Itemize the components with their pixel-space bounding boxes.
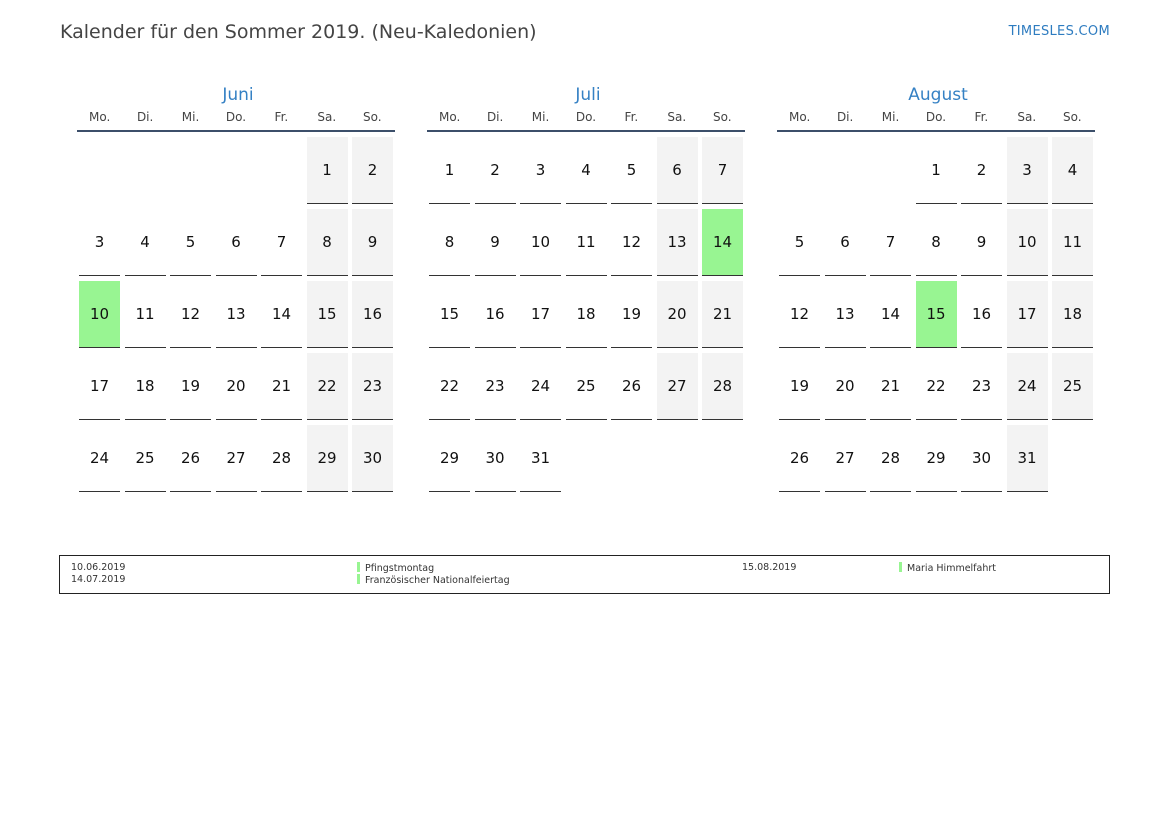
day-cell: 22 [307,353,348,420]
day-cell: 21 [261,353,302,420]
day-cell: 14 [870,281,911,348]
day-cell: 14 [261,281,302,348]
day-cell: 5 [170,209,211,276]
legend-names-right [899,562,996,574]
weekday-label: Di. [136,110,154,124]
day-cell: 12 [779,281,820,348]
legend-dates-right [742,562,796,574]
holiday-marker [899,562,902,572]
day-cell: 18 [1052,281,1093,348]
day-cell: 26 [611,353,652,420]
day-cell: 13 [216,281,257,348]
legend-holiday-name: Pfingstmontag [365,563,435,574]
weekday-label: Di. [836,110,854,124]
page-title: Kalender für den Sommer 2019. (Neu-Kaledonien) [60,21,537,43]
empty-cell [125,137,166,204]
day-cell: 13 [825,281,866,348]
day-cell: 27 [216,425,257,492]
day-cell: 16 [961,281,1002,348]
day-cell: 28 [702,353,743,420]
day-cell: 27 [657,353,698,420]
day-cell: 9 [475,209,516,276]
legend-names-left [357,562,510,586]
weekday-label: So. [362,110,382,124]
legend-date: 14.07.2019 [71,574,126,585]
day-cell: 18 [566,281,607,348]
legend-holiday-name: Französischer Nationalfeiertag [365,575,510,586]
day-cell: 4 [125,209,166,276]
weekday-label: Sa. [667,110,687,124]
day-cell: 25 [566,353,607,420]
day-cell: 10 [520,209,561,276]
day-cell: 12 [611,209,652,276]
day-cell: 20 [825,353,866,420]
month-title: Juni [222,85,254,105]
day-cell: 7 [870,209,911,276]
weekday-header [427,107,745,132]
day-cell: 4 [1052,137,1093,204]
day-cell: 6 [216,209,257,276]
legend-date: 15.08.2019 [742,562,797,573]
empty-cell [170,137,211,204]
weekday-label: So. [1062,110,1082,124]
month-calendar-august [779,83,1097,492]
day-cell: 9 [961,209,1002,276]
weekday-label: Mo. [439,110,461,124]
weekday-label: Sa. [317,110,337,124]
day-cell: 16 [475,281,516,348]
day-cell: 25 [1052,353,1093,420]
day-cell: 15 [429,281,470,348]
legend-dates-left [71,562,125,586]
day-cell: 28 [870,425,911,492]
holiday-legend [59,555,1110,594]
holiday-day-cell: 10 [79,281,120,348]
day-cell: 19 [779,353,820,420]
day-cell: 7 [261,209,302,276]
empty-cell [216,137,257,204]
month-title: August [908,85,968,105]
legend-date: 10.06.2019 [71,562,126,573]
day-cell: 13 [657,209,698,276]
day-cell: 17 [79,353,120,420]
day-cell: 20 [216,353,257,420]
day-cell: 1 [307,137,348,204]
day-cell: 22 [916,353,957,420]
day-cell: 3 [520,137,561,204]
day-cell: 25 [125,425,166,492]
day-cell: 17 [1007,281,1048,348]
holiday-marker [357,574,360,584]
legend-holiday [357,574,510,586]
day-cell: 24 [79,425,120,492]
day-cell: 2 [961,137,1002,204]
day-cell: 28 [261,425,302,492]
day-cell: 24 [1007,353,1048,420]
empty-cell [779,137,820,204]
day-cell: 8 [916,209,957,276]
day-cell: 11 [566,209,607,276]
day-cell: 2 [475,137,516,204]
day-cell: 26 [779,425,820,492]
weekday-label: Di. [486,110,504,124]
day-cell: 30 [352,425,393,492]
day-cell: 21 [702,281,743,348]
day-cell: 3 [79,209,120,276]
day-cell: 15 [307,281,348,348]
day-cell: 1 [429,137,470,204]
day-cell: 29 [429,425,470,492]
day-cell: 23 [475,353,516,420]
day-cell: 12 [170,281,211,348]
day-cell: 29 [916,425,957,492]
day-cell: 17 [520,281,561,348]
day-cell: 6 [825,209,866,276]
empty-cell [261,137,302,204]
weekday-label: Fr. [624,110,639,124]
weekday-label: Do. [225,110,247,124]
month-title: Juli [575,85,601,105]
day-cell: 19 [611,281,652,348]
holiday-marker [357,562,360,572]
weekday-label: Do. [575,110,597,124]
day-cell: 31 [1007,425,1048,492]
day-grid [779,137,1097,492]
day-cell: 8 [307,209,348,276]
day-cell: 11 [1052,209,1093,276]
weekday-label: Fr. [274,110,289,124]
day-cell: 3 [1007,137,1048,204]
day-cell: 23 [961,353,1002,420]
day-cell: 18 [125,353,166,420]
day-cell: 1 [916,137,957,204]
day-cell: 31 [520,425,561,492]
weekday-label: Mi. [881,110,900,124]
day-cell: 21 [870,353,911,420]
day-cell: 2 [352,137,393,204]
weekday-label: Sa. [1017,110,1037,124]
day-cell: 6 [657,137,698,204]
day-cell: 20 [657,281,698,348]
day-cell: 27 [825,425,866,492]
day-cell: 23 [352,353,393,420]
day-cell: 11 [125,281,166,348]
holiday-day-cell: 15 [916,281,957,348]
day-cell: 19 [170,353,211,420]
day-cell: 5 [611,137,652,204]
weekday-label: Mi. [181,110,200,124]
day-cell: 26 [170,425,211,492]
month-calendar-juli [429,83,747,492]
empty-cell [825,137,866,204]
weekday-label: Mo. [789,110,811,124]
holiday-day-cell: 14 [702,209,743,276]
day-cell: 24 [520,353,561,420]
day-cell: 16 [352,281,393,348]
weekday-label: Do. [925,110,947,124]
day-cell: 4 [566,137,607,204]
day-cell: 10 [1007,209,1048,276]
weekday-label: So. [712,110,732,124]
day-cell: 9 [352,209,393,276]
legend-holiday-name: Maria Himmelfahrt [907,563,996,574]
empty-cell [870,137,911,204]
month-calendar-juni [79,83,397,492]
weekday-header [77,107,395,132]
legend-holiday [899,562,996,574]
day-cell: 29 [307,425,348,492]
brand-link[interactable]: TIMESLES.COM [1008,24,1110,39]
day-cell: 5 [779,209,820,276]
day-cell: 7 [702,137,743,204]
weekday-label: Mi. [531,110,550,124]
legend-holiday [357,562,510,574]
day-grid [429,137,747,492]
day-grid [79,137,397,492]
weekday-label: Fr. [974,110,989,124]
weekday-header [777,107,1095,132]
day-cell: 8 [429,209,470,276]
weekday-label: Mo. [89,110,111,124]
day-cell: 30 [961,425,1002,492]
empty-cell [79,137,120,204]
day-cell: 30 [475,425,516,492]
day-cell: 22 [429,353,470,420]
